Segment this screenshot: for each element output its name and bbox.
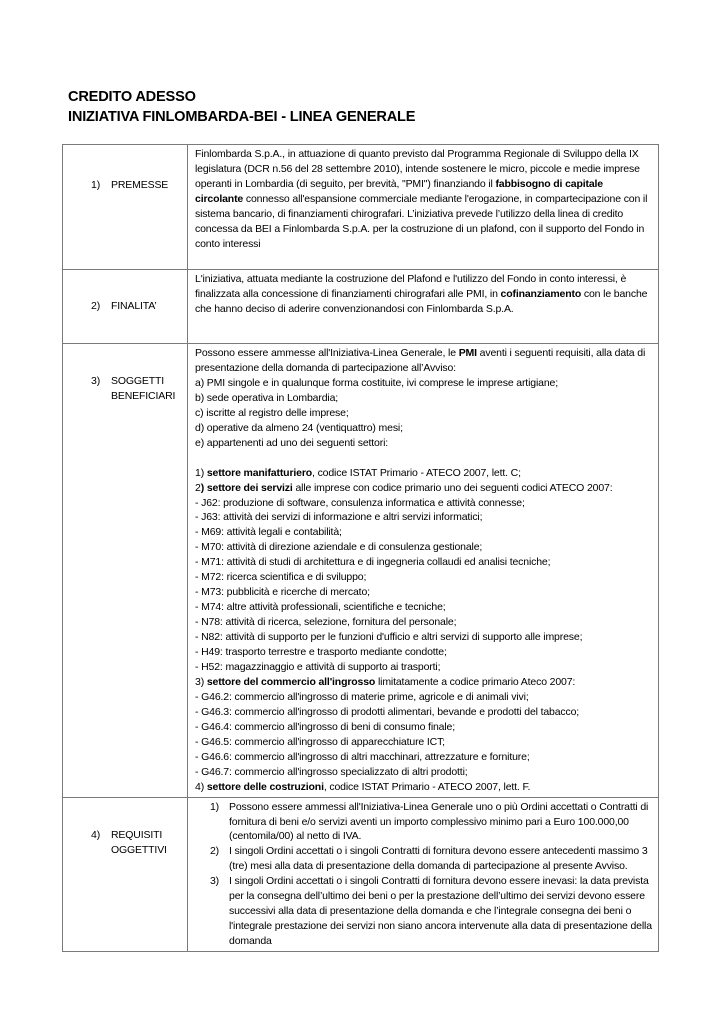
bold-run: PMI: [458, 347, 477, 359]
ateco-line: - M72: ricerca scientifica e di sviluppo;: [195, 571, 367, 584]
row-title: FINALITA’: [111, 300, 157, 312]
text-run: Possono essere ammesse all'Iniziativa-Linea Generale, le: [195, 347, 459, 359]
ateco-line: - M73: pubblicità e ricerche di mercato;: [195, 586, 370, 599]
row-title: PREMESSE: [111, 179, 169, 191]
bold-run: settore del commercio all'ingrosso: [206, 675, 376, 688]
title-line-1: CREDITO ADESSO: [68, 89, 196, 105]
sector-line: [195, 481, 652, 496]
ateco-line: - G46.3: commercio all'ingrosso di prodotti alimentari, bevande e prodotti del tabacco;: [195, 705, 580, 718]
finalita-text: [195, 272, 652, 317]
ateco-line: - N82: attività di supporto per le funzioni d'ufficio e altri servizi di supporto alle imprese;: [195, 631, 583, 644]
table-row: [63, 344, 659, 798]
row-content-cell: [188, 344, 659, 798]
text-run: connesso all'espansione commerciale mediante l'erogazione, in compartecipazione con il sistema bancario, di finanziamenti chirografari. L’iniziativa prevede l’utilizzo della linea di credito concessa da BEI a Finlombarda S.p.A. per la costruzione di un plafond, con il supporto del Fondo in conto interessi: [195, 192, 648, 250]
text-run: aventi i seguenti requisiti, alla data di presentazione della domanda di partecipazione all’Avviso:: [195, 347, 646, 374]
row-title: [111, 374, 191, 404]
bold-run: settore delle costruzioni: [206, 780, 324, 793]
text-run: 2: [195, 481, 201, 494]
requirements-table: [62, 144, 659, 952]
row-label-cell: [63, 145, 188, 270]
row-title-line: SOGGETTI: [111, 375, 165, 387]
row-label: [91, 374, 191, 404]
list-text: I singoli Ordini accettati o i singoli Contratti di fornitura devono essere antecedenti massimo 3 (tre) mesi alla data di presentazione della domanda di partecipazione al presente Avviso.: [229, 845, 648, 873]
ateco-line: - G46.6: commercio all'ingrosso di altri macchinari, attrezzature e forniture;: [195, 750, 530, 763]
sector-line: [195, 780, 652, 795]
text-run: , codice ISTAT Primario - ATECO 2007, lett. C;: [312, 466, 521, 479]
list-item: [195, 800, 652, 845]
ateco-line: - J62: produzione di software, consulenza informatica e attività connesse;: [195, 496, 525, 509]
premesse-text: [195, 147, 652, 252]
ateco-line: - G46.5: commercio all'ingrosso di apparecchiature ICT;: [195, 735, 445, 748]
row-label-cell: [63, 270, 188, 344]
text-run: alle imprese con codice primario uno dei seguenti codici ATECO 2007:: [292, 481, 613, 494]
table-row: [63, 797, 659, 952]
row-content-cell: [188, 145, 659, 270]
text-run: limitatamente a codice primario Ateco 2007:: [375, 675, 576, 688]
requirement-line: c) iscritte al registro delle imprese;: [195, 406, 349, 419]
ateco-line: - H49: trasporto terrestre e trasporto mediante condotte;: [195, 646, 447, 659]
row-number: 4): [91, 828, 101, 841]
row-content-cell: [188, 270, 659, 344]
row-label: [91, 178, 191, 193]
beneficiari-intro: [195, 346, 652, 376]
text-run: 4): [195, 780, 207, 793]
bold-run: fabbisogno di capitale circolante: [195, 177, 603, 205]
list-item: [195, 874, 652, 949]
row-label-cell: [63, 797, 188, 952]
ateco-line: - M74: altre attività professionali, scientifiche e tecniche;: [195, 601, 446, 614]
requisiti-list: [195, 800, 652, 950]
list-text: I singoli Ordini accettati o i singoli Contratti di fornitura devono essere inevasi: la data prevista per la consegna dell’ultimo dei beni o per la prestazione dell’ultimo dei servizi devono essere successivi alla data di presentazione della domanda e che l’integrale consegna dei beni o l'integrale prestazione dei servizi non siano ancora intervenute alla data di presentazione della domanda: [229, 875, 652, 948]
requirement-line: e) appartenenti ad uno dei seguenti settori:: [195, 436, 389, 449]
table-row: [63, 270, 659, 344]
text-run: Finlombarda S.p.A., in attuazione di quanto previsto dal Programma Regionale di Sviluppo della IX legislatura (DCR n.56 del 28 settembre 2010), intende sostenere le micro, piccole e medie imprese operanti in Lombardia (di seguito, per brevità, "PMI") finanziando il: [195, 148, 640, 190]
requirement-line: a) PMI singole e in qualunque forma costituite, ivi comprese le imprese artigiane;: [195, 376, 558, 389]
row-number: 2): [91, 300, 101, 312]
ateco-line: - H52: magazzinaggio e attività di supporto ai trasporti;: [195, 661, 441, 673]
ateco-line: - J63: attività dei servizi di informazione e altri servizi informatici;: [195, 511, 483, 524]
row-title-line: REQUISITI: [111, 828, 163, 841]
bold-run: ) settore dei servizi: [200, 481, 293, 494]
row-title-line: BENEFICIARI: [111, 389, 176, 402]
table-row: [63, 145, 659, 270]
list-item: [195, 844, 652, 874]
row-number: 1): [91, 179, 101, 191]
sector-line: [195, 466, 652, 481]
ateco-line: - G46.7: commercio all'ingrosso specializzato di altri prodotti;: [195, 765, 468, 778]
row-title-line: OGGETTIVI: [111, 843, 167, 856]
ateco-line: - M69: attività legali e contabilità;: [195, 526, 342, 539]
ateco-line: - G46.2: commercio all'ingrosso di materie prime, agricole e di animali vivi;: [195, 690, 529, 703]
document-title: [68, 88, 415, 127]
text-run: , codice ISTAT Primario - ATECO 2007, lett. F.: [323, 780, 531, 793]
sector-line: [195, 675, 652, 690]
ateco-line: - N78: attività di ricerca, selezione, fornitura del personale;: [195, 616, 457, 629]
bold-run: settore manifatturiero: [206, 466, 313, 479]
row-content-cell: [188, 797, 659, 952]
row-label: [91, 828, 191, 858]
list-number: 3): [209, 875, 219, 888]
ateco-line: - G46.4: commercio all'ingrosso di beni di consumo finale;: [195, 720, 456, 733]
text-run: 1): [195, 466, 207, 479]
row-label-cell: [63, 344, 188, 798]
text-run: L'iniziativa, attuata mediante la costruzione del Plafond e l'utilizzo del Fondo in conto interessi, è finalizzata alla concessione di finanziamenti chirografari alle PMI, in: [195, 273, 627, 300]
ateco-line: - M71: attività di studi di architettura e di ingegneria collaudi ed analisi tecniche;: [195, 556, 551, 569]
blank-line: [195, 451, 652, 466]
row-title: [111, 828, 191, 858]
row-number: 3): [91, 375, 101, 387]
bold-run: cofinanziamento: [500, 287, 582, 300]
ateco-line: - M70: attività di direzione aziendale e di consulenza gestionale;: [195, 541, 483, 554]
list-number: 1): [209, 800, 219, 813]
title-line-2: INIZIATIVA FINLOMBARDA-BEI - LINEA GENERALE: [68, 108, 416, 125]
list-number: 2): [209, 845, 219, 858]
requirement-line: d) operative da almeno 24 (ventiquattro) mesi;: [195, 421, 403, 434]
list-text: Possono essere ammessi all'Iniziativa-Linea Generale uno o più Ordini accettati o Contratti di fornitura di beni e/o servizi aventi un importo complessivo minimo pari a Euro 100.000,00 (centomila/00) al netto di IVA.: [229, 800, 649, 843]
text-run: 3): [195, 675, 207, 688]
requirement-line: b) sede operativa in Lombardia;: [195, 391, 339, 404]
text-run: con le banche che hanno deciso di aderire convenzionandosi con Finlombarda S.p.A.: [195, 287, 648, 315]
row-label: [91, 299, 191, 314]
